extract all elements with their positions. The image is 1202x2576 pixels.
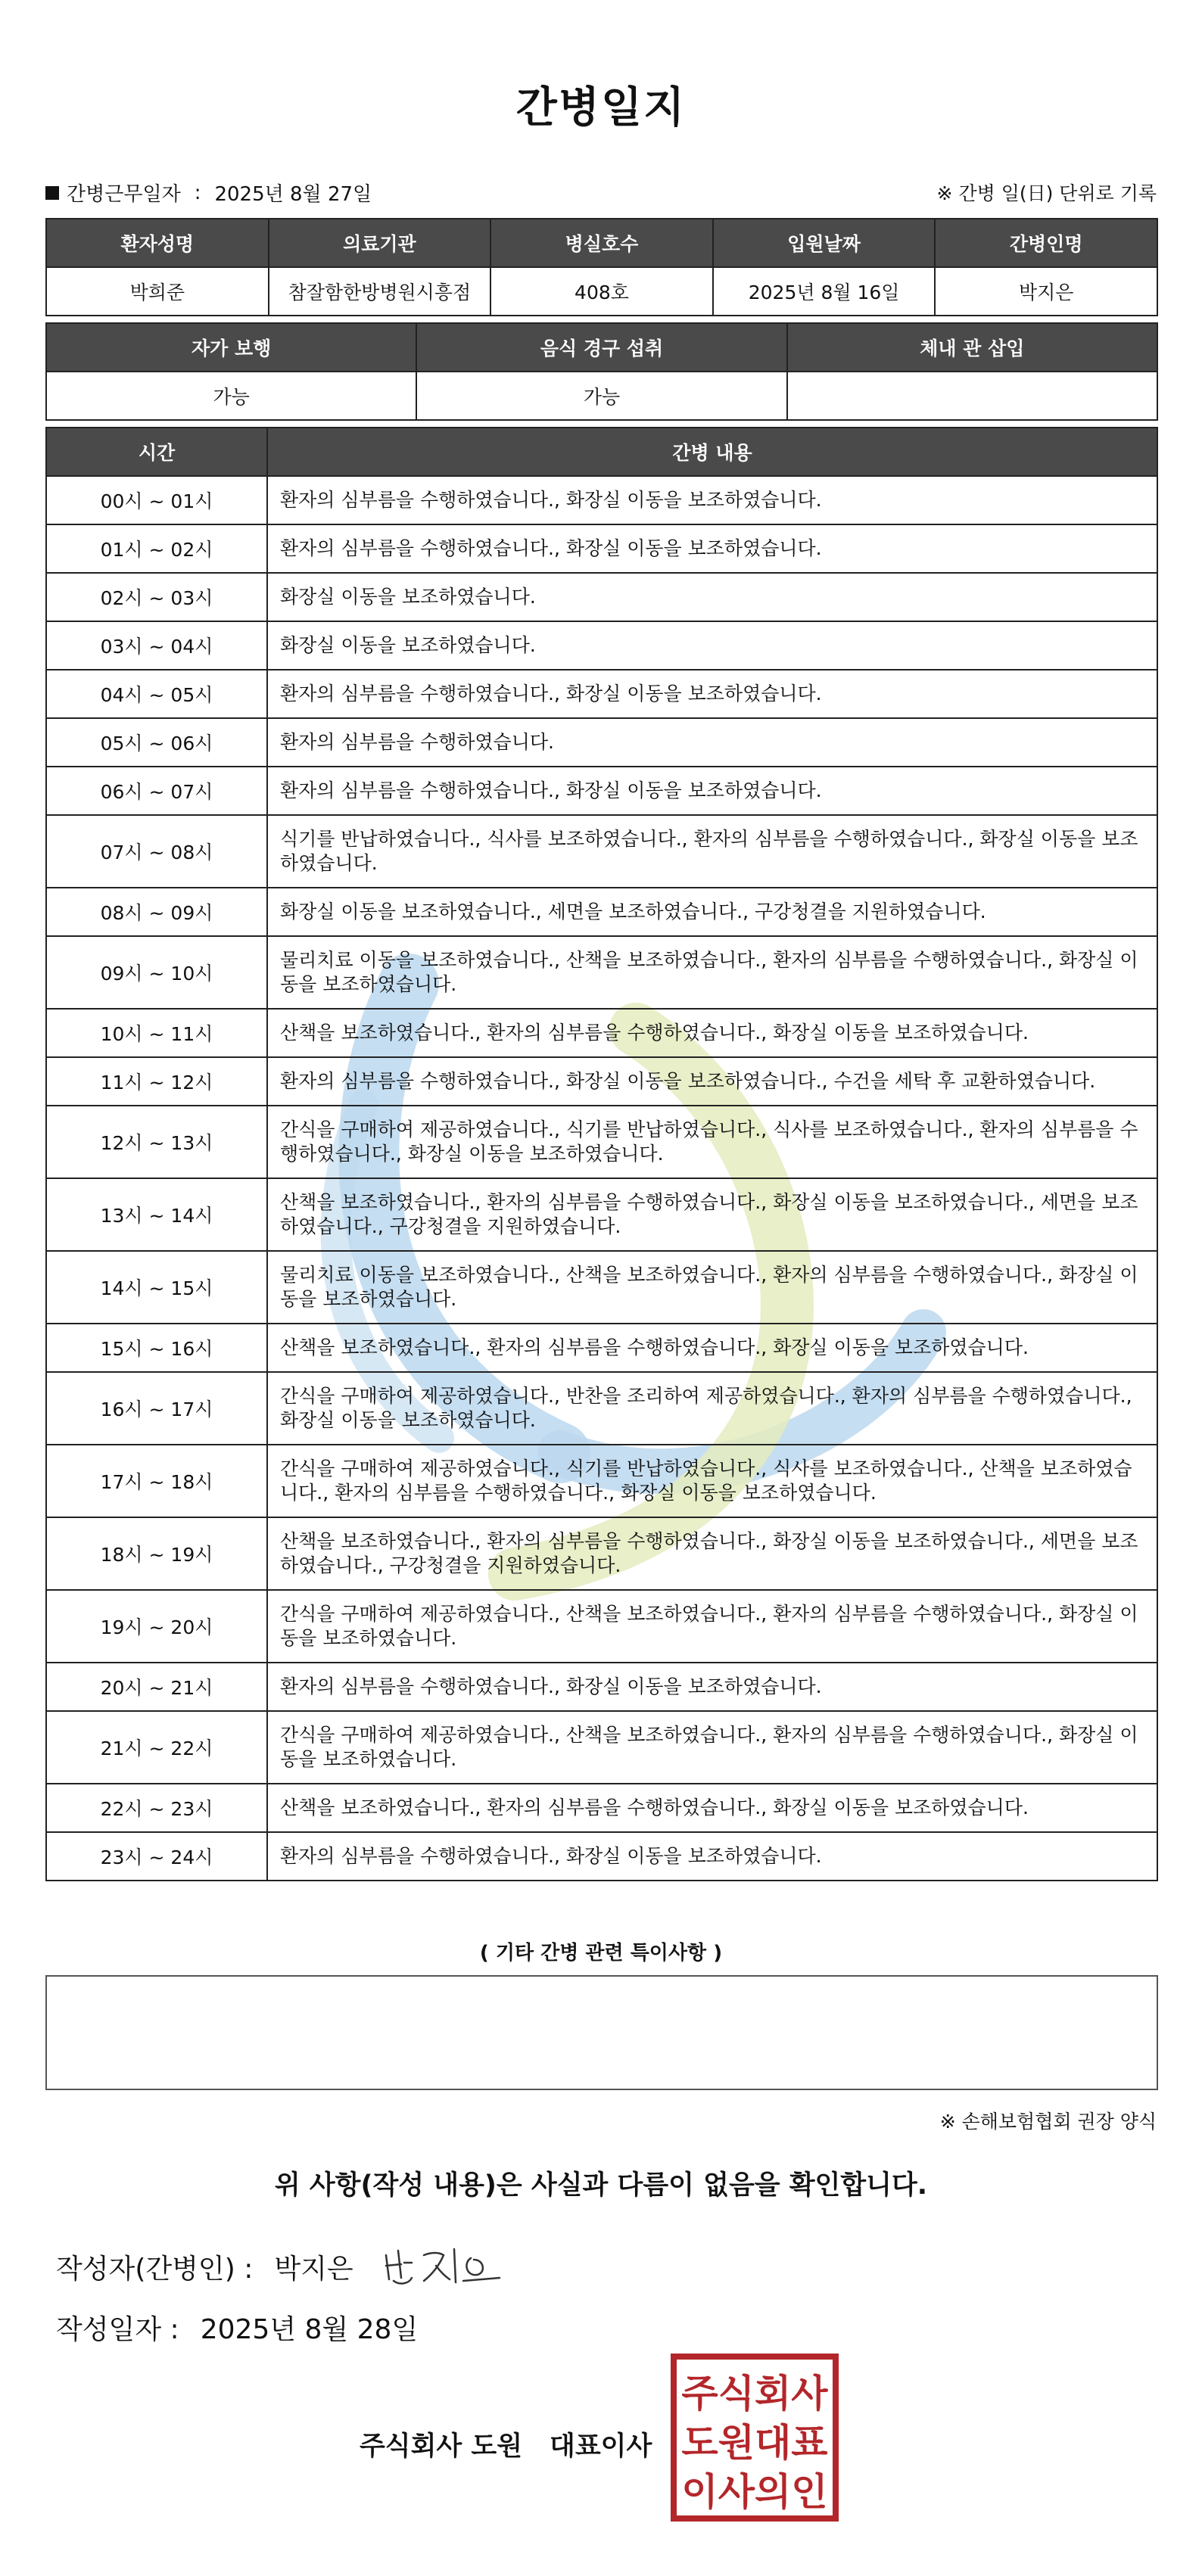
care-log-row: [46, 1832, 1157, 1881]
care-log-content: 환자의 심부름을 수행하였습니다., 화장실 이동을 보조하였습니다.: [267, 670, 1157, 718]
care-log-content: 환자의 심부름을 수행하였습니다.: [267, 718, 1157, 767]
care-log-content: 물리치료 이동을 보조하였습니다., 산책을 보조하였습니다., 환자의 심부름을 수행하였습니다., 화장실 이동을 보조하였습니다.: [267, 936, 1157, 1009]
admission-date: 2025년 8월 16일: [713, 267, 936, 316]
room-number: 408호: [490, 267, 713, 316]
header-caregiver-name: 간병인명: [935, 219, 1157, 267]
care-log-content: 환자의 심부름을 수행하였습니다., 화장실 이동을 보조하였습니다.: [267, 1663, 1157, 1711]
work-date-separator: :: [194, 181, 201, 204]
care-log-time: 11시 ~ 12시: [46, 1057, 267, 1106]
work-date: [45, 179, 372, 207]
confirmation-statement: 위 사항(작성 내용)은 사실과 다름이 없음을 확인합니다.: [274, 2170, 928, 2201]
remarks-box: [45, 1975, 1158, 2090]
written-date-value: 2025년 8월 28일: [200, 2314, 419, 2345]
care-log-content: 물리치료 이동을 보조하였습니다., 산책을 보조하였습니다., 환자의 심부름을 수행하였습니다., 화장실 이동을 보조하였습니다.: [267, 1251, 1157, 1324]
caregiver-name: 박지은: [935, 267, 1157, 316]
care-log-time: 09시 ~ 10시: [46, 936, 267, 1009]
company-name: 주식회사 도원: [360, 2431, 523, 2462]
remarks-title: ( 기타 간병 관련 특이사항 ): [479, 1942, 723, 1965]
writer-label: 작성자(간병인) :: [56, 2254, 254, 2285]
header-tube-insertion: 체내 관 삽입: [787, 323, 1157, 372]
care-log-time: 15시 ~ 16시: [46, 1324, 267, 1372]
company-ceo-title: 대표이사: [550, 2431, 652, 2462]
care-log-time: 16시 ~ 17시: [46, 1372, 267, 1445]
care-log-row: [46, 936, 1157, 1009]
company-line: [360, 2425, 652, 2463]
seal-line-3: 이사의인: [681, 2470, 828, 2514]
seal-line-1: 주식회사: [681, 2372, 828, 2416]
seal-line-2: 도원대표: [681, 2421, 828, 2465]
care-log-row: [46, 621, 1157, 670]
header-care-content: 간병 내용: [267, 428, 1157, 476]
care-log-row: [46, 524, 1157, 573]
status-value-row: [46, 372, 1157, 420]
care-log-time: 03시 ~ 04시: [46, 621, 267, 670]
care-log-content: 환자의 심부름을 수행하였습니다., 화장실 이동을 보조하였습니다., 수건을 세탁 후 교환하였습니다.: [267, 1057, 1157, 1106]
care-log-row: [46, 888, 1157, 936]
care-log-row: [46, 1517, 1157, 1590]
patient-status-table: [45, 322, 1158, 421]
care-log-time: 22시 ~ 23시: [46, 1784, 267, 1832]
care-log-row: [46, 815, 1157, 888]
care-log-row: [46, 670, 1157, 718]
care-log-content: 산책을 보조하였습니다., 환자의 심부름을 수행하였습니다., 화장실 이동을 보조하였습니다.: [267, 1784, 1157, 1832]
care-log-time: 04시 ~ 05시: [46, 670, 267, 718]
care-log-row: [46, 1590, 1157, 1663]
care-log-content: 환자의 심부름을 수행하였습니다., 화장실 이동을 보조하였습니다.: [267, 476, 1157, 524]
care-log-row: [46, 1057, 1157, 1106]
status-header-row: [46, 323, 1157, 372]
patient-name: 박희준: [46, 267, 269, 316]
care-log-content: 환자의 심부름을 수행하였습니다., 화장실 이동을 보조하였습니다.: [267, 767, 1157, 815]
care-log-content: 화장실 이동을 보조하였습니다., 세면을 보조하였습니다., 구강청결을 지원하였습니다.: [267, 888, 1157, 936]
care-log-time: 08시 ~ 09시: [46, 888, 267, 936]
care-log-row: [46, 1009, 1157, 1057]
care-log-row: [46, 1711, 1157, 1784]
care-log-row: [46, 1663, 1157, 1711]
care-log-time: 07시 ~ 08시: [46, 815, 267, 888]
care-log-time: 13시 ~ 14시: [46, 1178, 267, 1251]
header-room: 병실호수: [490, 219, 713, 267]
care-log-content: 간식을 구매하여 제공하였습니다., 식기를 반납하였습니다., 식사를 보조하였습니다., 산책을 보조하였습니다., 환자의 심부름을 수행하였습니다., 화장실 이동을 보조하였습니다.: [267, 1445, 1157, 1517]
care-log-content: 환자의 심부름을 수행하였습니다., 화장실 이동을 보조하였습니다.: [267, 1832, 1157, 1881]
care-log-content: 환자의 심부름을 수행하였습니다., 화장실 이동을 보조하였습니다.: [267, 524, 1157, 573]
record-unit-note: ※ 간병 일(日) 단위로 기록: [936, 182, 1157, 204]
care-log-header-row: [46, 428, 1157, 476]
care-log-time: 05시 ~ 06시: [46, 718, 267, 767]
care-log-content: 산책을 보조하였습니다., 환자의 심부름을 수행하였습니다., 화장실 이동을 보조하였습니다.: [267, 1009, 1157, 1057]
care-log-row: [46, 767, 1157, 815]
written-date-line: [56, 2308, 418, 2347]
care-log-row: [46, 476, 1157, 524]
header-oral-intake: 음식 경구 섭취: [416, 323, 786, 372]
hospital-name: 참잘함한방병원시흥점: [269, 267, 491, 316]
care-log-content: 화장실 이동을 보조하였습니다.: [267, 573, 1157, 621]
care-log-time: 19시 ~ 20시: [46, 1590, 267, 1663]
care-log-time: 06시 ~ 07시: [46, 767, 267, 815]
header-hospital: 의료기관: [269, 219, 491, 267]
care-log-time: 17시 ~ 18시: [46, 1445, 267, 1517]
care-log-row: [46, 1324, 1157, 1372]
writer-name: 박지은: [274, 2254, 353, 2285]
care-log-row: [46, 1106, 1157, 1178]
care-log-row: [46, 1445, 1157, 1517]
care-log-time: 01시 ~ 02시: [46, 524, 267, 573]
handwritten-signature: [378, 2232, 515, 2293]
care-log-time: 10시 ~ 11시: [46, 1009, 267, 1057]
patient-info-value-row: [46, 267, 1157, 316]
care-log-content: 간식을 구매하여 제공하였습니다., 반찬을 조리하여 제공하였습니다., 환자의 심부름을 수행하였습니다., 화장실 이동을 보조하였습니다.: [267, 1372, 1157, 1445]
self-walking-value: 가능: [46, 372, 416, 420]
care-log-row: [46, 1251, 1157, 1324]
care-log-content: 간식을 구매하여 제공하였습니다., 산책을 보조하였습니다., 환자의 심부름을 수행하였습니다., 화장실 이동을 보조하였습니다.: [267, 1590, 1157, 1663]
header-time: 시간: [46, 428, 267, 476]
care-log-time: 23시 ~ 24시: [46, 1832, 267, 1881]
patient-info-header-row: [46, 219, 1157, 267]
care-log-table: [45, 427, 1158, 1881]
writer-line: [56, 2248, 353, 2286]
care-log-content: 화장실 이동을 보조하였습니다.: [267, 621, 1157, 670]
company-seal-stamp: [669, 2352, 840, 2523]
care-log-time: 12시 ~ 13시: [46, 1106, 267, 1178]
form-source-note: ※ 손해보험협회 권장 양식: [939, 2111, 1157, 2133]
oral-intake-value: 가능: [416, 372, 786, 420]
work-date-value: 2025년 8월 27일: [214, 183, 372, 206]
care-log-content: 간식을 구매하여 제공하였습니다., 식기를 반납하였습니다., 식사를 보조하였습니다., 환자의 심부름을 수행하였습니다., 화장실 이동을 보조하였습니다.: [267, 1106, 1157, 1178]
patient-info-table: [45, 218, 1158, 316]
care-log-time: 18시 ~ 19시: [46, 1517, 267, 1590]
care-log-row: [46, 1784, 1157, 1832]
care-log-time: 14시 ~ 15시: [46, 1251, 267, 1324]
care-log-content: 산책을 보조하였습니다., 환자의 심부름을 수행하였습니다., 화장실 이동을 보조하였습니다.: [267, 1324, 1157, 1372]
header-patient-name: 환자성명: [46, 219, 269, 267]
care-log-content: 식기를 반납하였습니다., 식사를 보조하였습니다., 환자의 심부름을 수행하였습니다., 화장실 이동을 보조하였습니다.: [267, 815, 1157, 888]
care-log-content: 산책을 보조하였습니다., 환자의 심부름을 수행하였습니다., 화장실 이동을 보조하였습니다., 세면을 보조하였습니다., 구강청결을 지원하였습니다.: [267, 1517, 1157, 1590]
care-log-time: 21시 ~ 22시: [46, 1711, 267, 1784]
care-log-content: 산책을 보조하였습니다., 환자의 심부름을 수행하였습니다., 화장실 이동을 보조하였습니다., 세면을 보조하였습니다., 구강청결을 지원하였습니다.: [267, 1178, 1157, 1251]
care-log-row: [46, 1178, 1157, 1251]
header-self-walking: 자가 보행: [46, 323, 416, 372]
bullet-square-icon: [45, 186, 59, 200]
care-log-row: [46, 1372, 1157, 1445]
care-log-time: 02시 ~ 03시: [46, 573, 267, 621]
written-date-label: 작성일자 :: [56, 2314, 179, 2345]
page-title: 간병일지: [515, 83, 687, 132]
care-log-content: 간식을 구매하여 제공하였습니다., 산책을 보조하였습니다., 환자의 심부름을 수행하였습니다., 화장실 이동을 보조하였습니다.: [267, 1711, 1157, 1784]
care-log-time: 20시 ~ 21시: [46, 1663, 267, 1711]
header-admission-date: 입원날짜: [713, 219, 936, 267]
care-log-row: [46, 718, 1157, 767]
care-log-row: [46, 573, 1157, 621]
work-date-label: 간병근무일자: [67, 183, 181, 206]
care-log-time: 00시 ~ 01시: [46, 476, 267, 524]
tube-insertion-value: [787, 372, 1157, 420]
